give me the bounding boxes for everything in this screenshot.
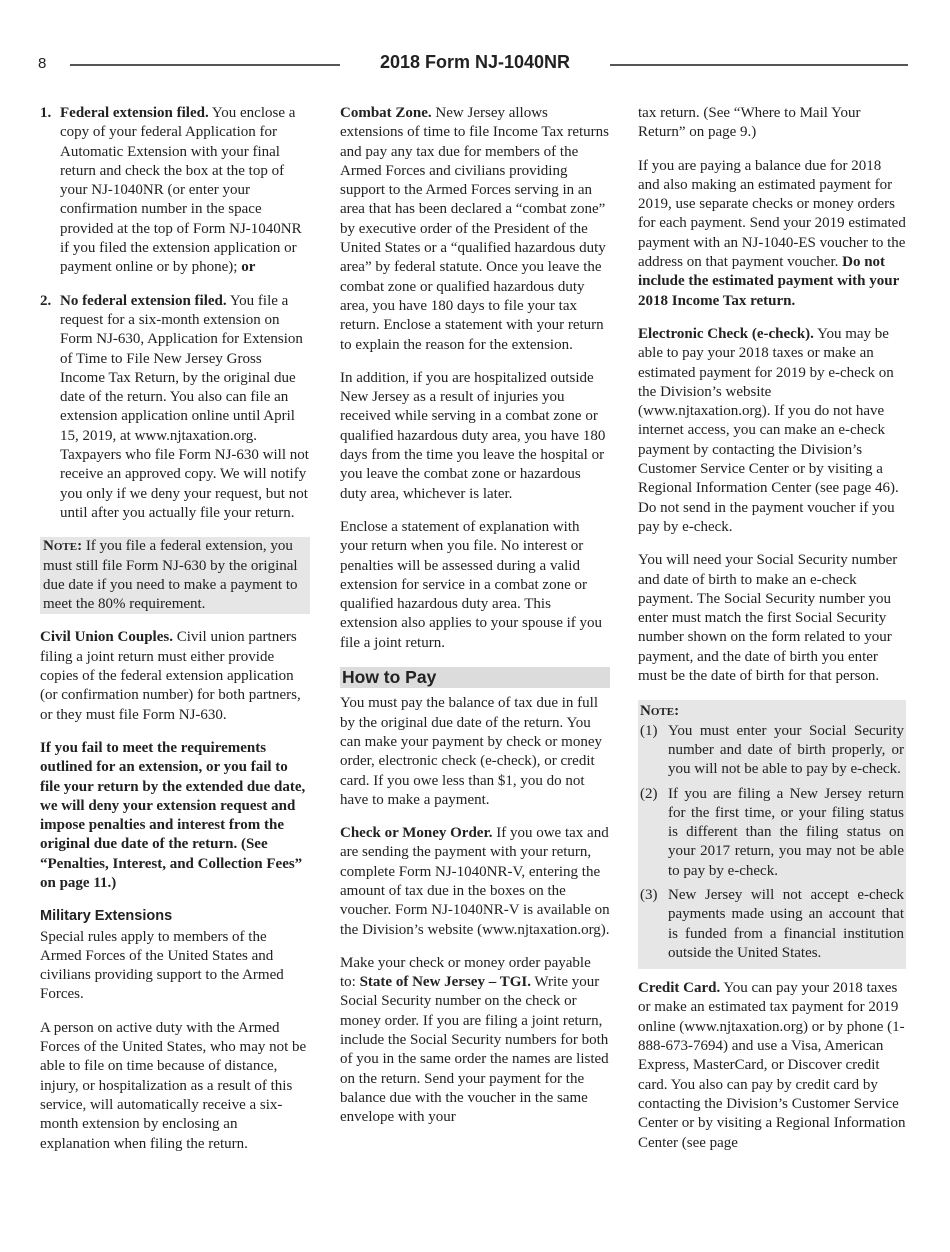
header-rule-left — [70, 64, 340, 66]
item-body: You enclose a copy of your federal Application for Automatic Extension with your final return and check the box at the top of your NJ-1040NR (or enter your confirmation number in the space provided at the top of Form NJ-1040NR if you filed the extension application or payment online or by phone); — [60, 105, 302, 276]
payable-paragraph — [340, 954, 610, 1128]
note-label: Note: — [43, 538, 83, 555]
list-item — [40, 104, 310, 278]
note-item-text: If you are filing a New Jersey return for the first time, or your filing status is different than the filing status on your 2017 return, you may not be able to pay by e-check. — [668, 785, 904, 879]
note-item-text: You must enter your Social Security number and date of birth properly, or you will not be able to pay by e-check. — [668, 722, 904, 778]
payee-name: State of New Jersey – TGI. — [359, 974, 531, 991]
paragraph-lead: Combat Zone. — [340, 105, 432, 121]
warning-text: If you fail to meet the requirements outlined for an extension, or you fail to file your return by the extended due date, we will deny your extension request and impose penalties and interest from the original due date of the return. (See “Penalties, Interest, and Collection Fees” on page 11.) — [40, 739, 306, 891]
note-item-number: (3) — [640, 886, 658, 903]
paragraph-body: You can pay your 2018 taxes or make an estimated tax payment for 2019 online (www.njtaxation.org) or by phone (1-888-673-7694) and use a Visa, American Express, MasterCard, or Discover credit card. You also can pay by credit card by contacting the Division’s Customer Service Center or by visiting a Regional Information Center (see page — [638, 980, 906, 1151]
paragraph-body: You may be able to pay your 2018 taxes or make an estimated payment for 2019 by e-check on the Division’s website (www.njtaxation.org). If you do not have internet access, you can make an e-check payment by contacting the Division’s Customer Service Center or by visiting a Regional Information Center (see page 46). Do not send in the payment voucher if you pay by e-check. — [638, 325, 899, 535]
continued-paragraph: tax return. (See “Where to Mail Your Return” on page 9.) — [638, 105, 861, 141]
item-tail: or — [241, 259, 256, 276]
paragraph-lead: Check or Money Order. — [340, 825, 493, 842]
note-text: If you file a federal extension, you must still file Form NJ-630 by the original due date if you need to make a payment to meet the 80% requirement. — [43, 538, 298, 613]
note-item-number: (2) — [640, 785, 658, 802]
military-heading: Military Extensions — [40, 908, 173, 925]
column-1 — [40, 104, 310, 1168]
note-box — [40, 537, 310, 614]
page-title: 2018 Form NJ-1040NR — [379, 52, 571, 72]
how-to-pay-heading: How to Pay — [340, 667, 610, 688]
warning-paragraph — [40, 739, 310, 893]
list-text — [60, 104, 310, 278]
how-to-pay-paragraph: You must pay the balance of tax due in full by the original due date of the return. You can make your payment by check or money order, electronic check (e-check), or credit card. If you owe less than $1, you do not have to make a payment. — [340, 695, 602, 808]
check-money-order-paragraph — [340, 824, 610, 940]
item-body: You file a request for a six-month extension on Form NJ-630, Application for Extension of Time to File New Jersey Gross Income Tax Return, by the original due date of the return. You also can file an extension application online until April 15, 2019, at www.njtaxation.org. Taxpayers who file Form NJ-630 will not receive an approved copy. We will notify you only if we deny your request, but not until after you actually file your return. — [60, 292, 309, 521]
list-item — [40, 292, 310, 524]
page-header — [0, 52, 950, 78]
note-label: Note: — [640, 703, 680, 720]
paragraph-lead: Electronic Check (e-check). — [638, 325, 814, 342]
statement-paragraph: Enclose a statement of explanation with your return when you file. No interest or penalties will be assessed during a valid extension for service in a combat zone or qualified hazardous duty area. This extension also applies to your spouse if you file a joint return. — [340, 518, 603, 651]
civil-union-paragraph — [40, 628, 310, 724]
paragraph-body: New Jersey allows extensions of time to file Income Tax returns and pay any tax due for members of the Armed Forces and civilians providing support to the Armed Forces serving in an area that has been declared a “combat zone” by executive order of the President of the United States or a “qualified hazardous duty area” by federal statute. Once you leave the combat zone or qualified hazardous duty area, you have 180 days to file your tax return. Enclose a statement with your return to explain the reason for the extension. — [340, 105, 610, 353]
column-2 — [340, 104, 610, 1142]
list-number: 2. — [40, 292, 52, 309]
paragraph-pre: Make your check or money order payable to: — [340, 954, 591, 991]
paragraph-emphasis: Do not include the estimated payment with your 2018 Income Tax return. — [638, 254, 899, 309]
paragraph-post: Write your Social Security number on the check or money order. If you are filing a joint return, include the Social Security numbers for both of you in the same order the names are listed on the return. Send your payment for the balance due with the voucher in the same envelope with your — [340, 974, 609, 1126]
note-item-text: New Jersey will not accept e-check payments made using an account that is funded from a financial institution outside the United States. — [668, 886, 904, 961]
list-number: 1. — [40, 105, 52, 121]
paragraph-body: Civil union partners filing a joint return must either provide copies of the federal extension application (or confirmation number) for both partners, or they must file Form NJ-630. — [40, 629, 301, 723]
military-paragraph-2: A person on active duty with the Armed Forces of the United States, who may not be able to file on time because of distance, injury, or hospitalization as a result of this service, will automatically receive a six-month extension by enclosing an explanation when filing the return. — [40, 1019, 307, 1152]
paragraph-body: If you owe tax and are sending the payment with your return, complete Form NJ-1040NR-V, entering the amount of tax due in the boxes on the voucher. Form NJ-1040NR-V is available on the Division’s website (www.njtaxation.org). — [340, 825, 610, 938]
military-paragraph-1: Special rules apply to members of the Armed Forces of the United States and civilians providing support to the Armed Forces. — [40, 928, 284, 1003]
list-text — [60, 292, 310, 524]
note-item — [640, 785, 904, 881]
credit-card-paragraph — [638, 979, 906, 1153]
paragraph-lead: Credit Card. — [638, 980, 721, 997]
echeck-paragraph — [638, 325, 906, 537]
note-item — [640, 886, 904, 963]
item-lead: No federal extension filed. — [60, 292, 227, 309]
hospital-paragraph: In addition, if you are hospitalized outside New Jersey as a result of injuries you received while serving in a combat zone or qualified hazardous duty area, you have 180 days from the time you leave the hospital or you leave the combat zone or hazardous duty area, whichever is later. — [340, 369, 606, 502]
column-3 — [638, 104, 906, 1167]
ssn-paragraph: You will need your Social Security number and date of birth to make an e-check payment. The Social Security number you enter must match the first Social Security number shown on the form related to your payment, and the date of birth you enter must be the date of birth for that person. — [638, 552, 898, 685]
note-item-number: (1) — [640, 722, 658, 739]
page-number: 8 — [38, 55, 47, 72]
combat-zone-paragraph — [340, 104, 610, 355]
paragraph-body: If you are paying a balance due for 2018 and also making an estimated payment for 2019, use separate checks or money orders for each payment. Send your 2019 estimated payment with an NJ-1040-ES voucher to the address on that payment voucher. — [638, 157, 906, 271]
note-item — [640, 722, 904, 780]
header-rule-right — [610, 64, 908, 66]
note-box — [638, 700, 906, 969]
balance-due-paragraph — [638, 157, 906, 311]
item-lead: Federal extension filed. — [60, 105, 209, 121]
paragraph-lead: Civil Union Couples. — [40, 629, 173, 646]
